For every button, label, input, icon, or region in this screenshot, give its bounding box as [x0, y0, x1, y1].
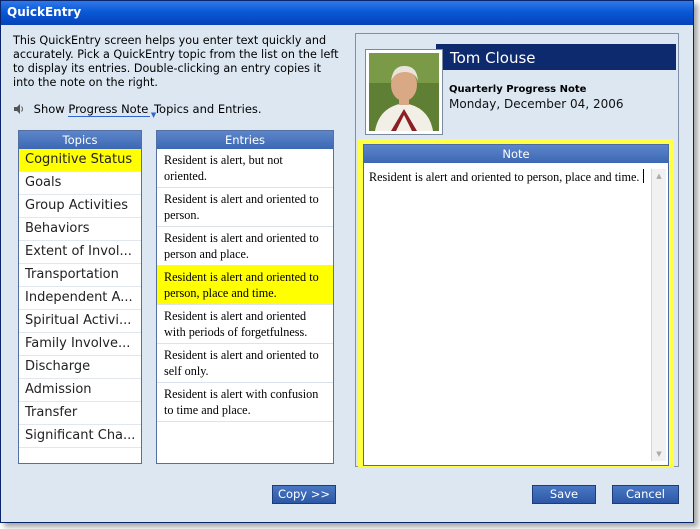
topic-item[interactable]: Family Involve... — [19, 333, 141, 356]
topic-item[interactable]: Independent A... — [19, 287, 141, 310]
speaker-icon — [13, 103, 25, 115]
show-prefix: Show — [33, 102, 65, 116]
entry-item[interactable]: Resident is alert, but not oriented. — [157, 149, 333, 188]
show-filter — [13, 102, 262, 119]
patient-photo — [366, 50, 442, 134]
portrait-image — [369, 53, 439, 131]
entry-item[interactable]: Resident is alert and oriented with periods of forgetfulness. — [157, 305, 333, 344]
topic-item[interactable]: Goals — [19, 172, 141, 195]
topic-item[interactable]: Transportation — [19, 264, 141, 287]
intro-text: This QuickEntry screen helps you enter text quickly and accurately. Pick a QuickEntry topic from the list on the left to display its entries. Double-clicking an entry copies it into the note on the right. — [13, 34, 339, 89]
entries-list — [157, 149, 333, 422]
topic-item[interactable]: Group Activities — [19, 195, 141, 218]
note-type-selected: Progress Note — [68, 102, 149, 116]
note-type-label: Quarterly Progress Note — [449, 84, 587, 95]
note-header: Note — [364, 145, 668, 163]
topic-item[interactable]: Admission — [19, 379, 141, 402]
entries-header: Entries — [157, 131, 333, 149]
copy-button[interactable]: Copy >> — [272, 485, 336, 504]
show-suffix: Topics and Entries. — [153, 102, 262, 116]
entry-item[interactable]: Resident is alert and oriented to person, place and time. — [157, 266, 333, 305]
patient-name: Tom Clouse — [450, 49, 536, 67]
topics-list — [19, 149, 141, 448]
note-panel — [363, 144, 669, 466]
patient-name-bar — [436, 44, 676, 70]
scroll-down-icon[interactable]: ▼ — [656, 450, 662, 458]
topic-item[interactable]: Discharge — [19, 356, 141, 379]
entry-item[interactable]: Resident is alert with confusion to time and place. — [157, 383, 333, 422]
scroll-up-icon[interactable]: ▲ — [656, 172, 662, 180]
note-type-dropdown[interactable] — [68, 102, 157, 119]
note-highlight-frame — [358, 139, 674, 467]
topics-header: Topics — [19, 131, 141, 149]
entry-item[interactable]: Resident is alert and oriented to person. — [157, 188, 333, 227]
topic-item[interactable]: Significant Cha... — [19, 425, 141, 448]
note-date: Monday, December 04, 2006 — [449, 97, 624, 111]
topic-item[interactable]: Behaviors — [19, 218, 141, 241]
note-text: Resident is alert and oriented to person, place and time. — [369, 170, 640, 184]
topic-item[interactable]: Transfer — [19, 402, 141, 425]
entry-item[interactable]: Resident is alert and oriented to self only. — [157, 344, 333, 383]
topic-item[interactable]: Spiritual Activi... — [19, 310, 141, 333]
entries-panel — [156, 130, 334, 464]
cancel-button[interactable]: Cancel — [612, 485, 679, 504]
text-caret — [643, 169, 644, 183]
save-button[interactable]: Save — [532, 485, 596, 504]
entry-item[interactable]: Resident is alert and oriented to person and place. — [157, 227, 333, 266]
title-bar[interactable] — [1, 1, 693, 25]
note-textarea[interactable] — [369, 169, 649, 185]
topic-item[interactable]: Extent of Invol... — [19, 241, 141, 264]
topic-item[interactable]: Cognitive Status — [19, 149, 141, 172]
dropdown-arrow-icon: ▼ — [150, 111, 157, 119]
topics-panel — [18, 130, 142, 464]
note-scrollbar[interactable] — [651, 169, 666, 461]
window-title: QuickEntry — [7, 5, 82, 19]
